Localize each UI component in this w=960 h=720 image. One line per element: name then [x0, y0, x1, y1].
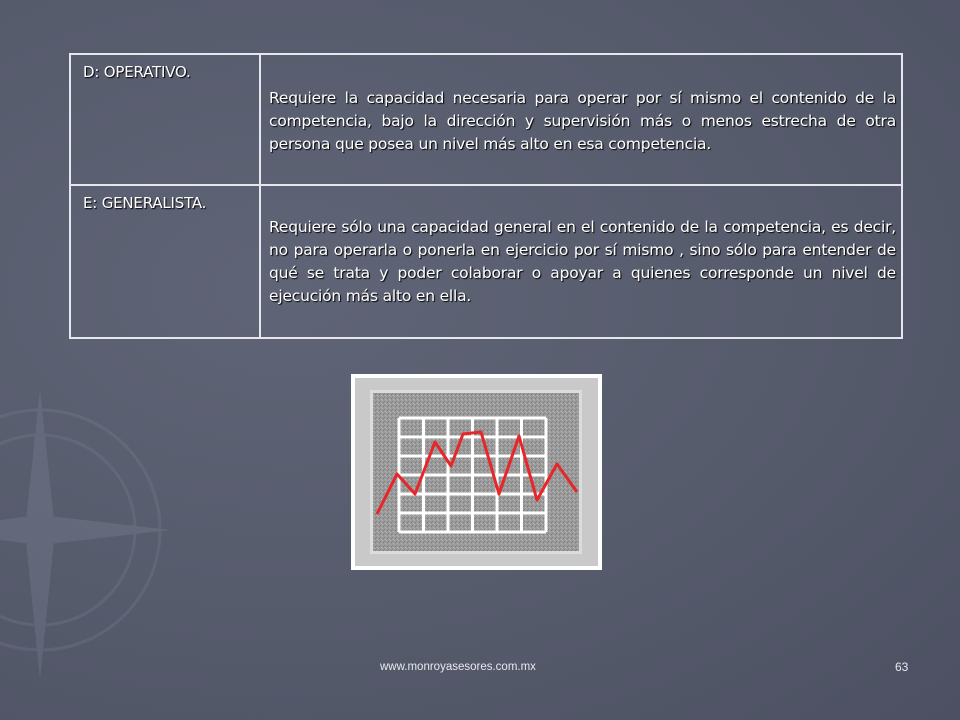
competency-levels-table	[69, 53, 903, 339]
level-label: E: GENERALISTA.	[71, 186, 261, 337]
table-row	[71, 186, 901, 337]
table-row	[71, 55, 901, 186]
level-description: Requiere la capacidad necesaria para operar por sí mismo el contenido de la competencia, bajo la dirección y supervisión más o menos estrecha de otra persona que posea un nivel más alto en esa competencia.	[269, 89, 896, 153]
line-chart-monitor-icon	[351, 374, 602, 570]
compass-watermark-icon	[0, 380, 240, 720]
level-label: D: OPERATIVO.	[71, 55, 261, 184]
page-number: 63	[895, 660, 909, 674]
footer-url[interactable]: www.monroyasesores.com.mx	[380, 661, 536, 673]
level-description: Requiere sólo una capacidad general en el contenido de la competencia, es decir, no para operarla o ponerla en ejercicio por sí mismo , sino sólo para entender de qué se trata y poder colaborar o apoyar a quienes corresponde un nivel de ejecución más alto en ella.	[269, 218, 896, 305]
